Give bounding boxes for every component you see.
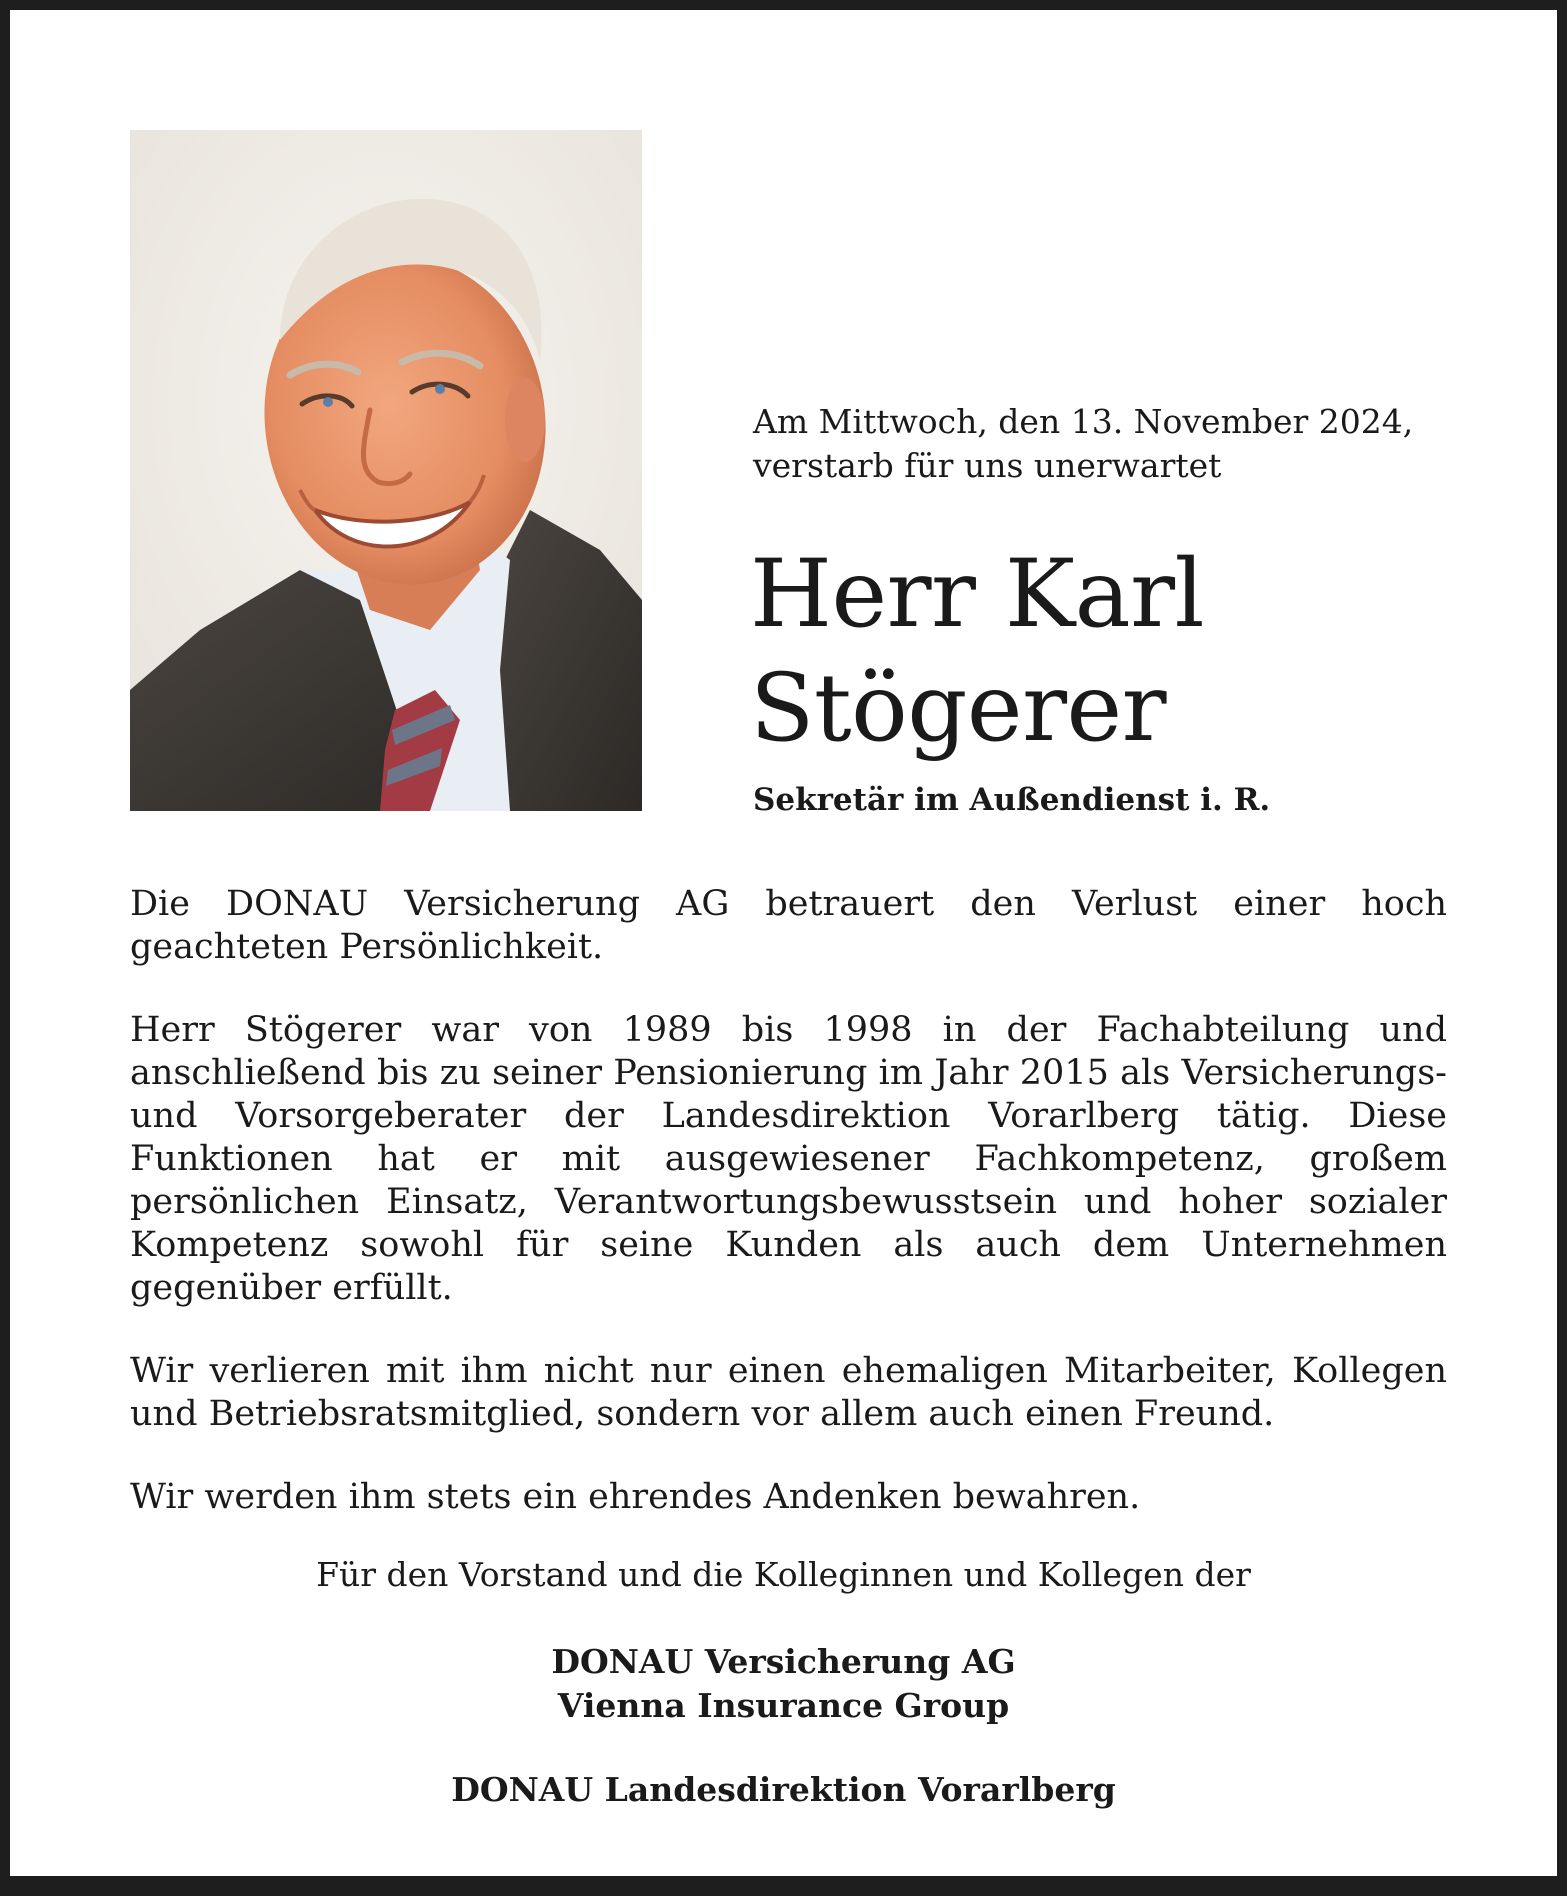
company-name: [10, 1640, 1557, 1728]
name-line-first: Herr Karl: [750, 540, 1205, 649]
body-paragraph: Die DONAU Versicherung AG betrauert den Verlust einer hoch geachteten Persönlichkeit.: [130, 884, 1447, 967]
name-line-last: Stögerer: [750, 654, 1167, 763]
deceased-name: [750, 538, 1510, 766]
company-line-2: Vienna Insurance Group: [557, 1686, 1010, 1725]
portrait-photo-icon: [130, 130, 642, 811]
obituary-body: [130, 883, 1447, 1559]
portrait-photo: [130, 130, 642, 811]
body-paragraph: Wir verlieren mit ihm nicht nur einen ehemaligen Mitarbeiter, Kollegen und Betriebsratsmitglied, sondern vor allem auch einen Freund.: [130, 1351, 1447, 1434]
body-paragraph: Herr Stögerer war von 1989 bis 1998 in der Fachabteilung und anschließend bis zu seiner Pensionierung im Jahr 2015 als Versicherungs- und Vorsorgeberater der Landesdirektion Vorarlberg tätig. Diese Funktionen hat er mit ausgewiesener Fachkompetenz, großem persönlichen Einsatz, Verantwortungsbewusstsein und hoher sozialer Kompetenz sowohl für seine Kunden als auch dem Unternehmen gegenüber erfüllt.: [130, 1010, 1447, 1308]
division-name: DONAU Landesdirektion Vorarlberg: [451, 1770, 1116, 1809]
body-paragraph: Wir werden ihm stets ein ehrendes Andenken bewahren.: [130, 1477, 1141, 1517]
deceased-title: Sekretär im Außendienst i. R.: [753, 782, 1271, 818]
intro-line-statement: verstarb für uns unerwartet: [753, 446, 1222, 485]
death-announcement: [753, 400, 1473, 488]
intro-line-date: Am Mittwoch, den 13. November 2024,: [753, 402, 1414, 441]
signature-lead: Für den Vorstand und die Kolleginnen und Kollegen der: [316, 1555, 1251, 1594]
company-line-1: DONAU Versicherung AG: [551, 1642, 1016, 1681]
